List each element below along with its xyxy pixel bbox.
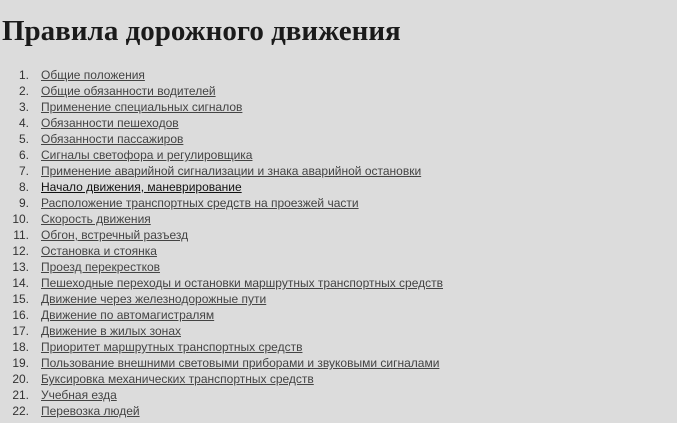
list-item	[0, 275, 444, 291]
list-item	[0, 115, 179, 131]
item-number: 13.	[12, 260, 29, 274]
rule-link-passenger-transport[interactable]: Перевозка людей	[41, 404, 140, 418]
list-item	[0, 339, 303, 355]
rule-link-driver-duties[interactable]: Общие обязанности водителей	[41, 84, 216, 98]
list-item	[0, 67, 145, 83]
item-number: 4.	[18, 116, 29, 130]
rule-link-vehicle-positioning[interactable]: Расположение транспортных средств на проезжей части	[41, 196, 359, 210]
item-number: 2.	[18, 84, 29, 98]
rule-link-intersections[interactable]: Проезд перекрестков	[41, 260, 161, 274]
list-item	[0, 323, 181, 339]
rule-link-passenger-duties[interactable]: Обязанности пассажиров	[41, 132, 184, 146]
item-number: 9.	[18, 196, 29, 210]
rule-link-stopping-parking[interactable]: Остановка и стоянка	[41, 244, 157, 258]
rule-link-route-vehicle-priority[interactable]: Приоритет маршрутных транспортных средств	[41, 340, 303, 354]
item-number: 14.	[12, 276, 29, 290]
item-number: 7.	[18, 164, 29, 178]
item-number: 18.	[12, 340, 29, 354]
list-item	[0, 227, 189, 243]
rule-link-motorways[interactable]: Движение по автомагистралям	[41, 308, 215, 322]
item-number: 5.	[18, 132, 29, 146]
rule-link-pedestrian-duties[interactable]: Обязанности пешеходов	[41, 116, 179, 130]
list-item	[0, 243, 157, 259]
list-item	[0, 259, 161, 275]
rules-list	[0, 67, 444, 419]
list-item	[0, 403, 140, 419]
rule-link-special-signals[interactable]: Применение специальных сигналов	[41, 100, 243, 114]
rule-link-railway-crossings[interactable]: Движение через железнодорожные пути	[41, 292, 267, 306]
item-number: 17.	[12, 324, 29, 338]
list-item	[0, 195, 359, 211]
rule-link-emergency-signaling[interactable]: Применение аварийной сигнализации и знака аварийной остановки	[41, 164, 422, 178]
item-number: 16.	[12, 308, 29, 322]
rule-link-maneuvering[interactable]: Начало движения, маневрирование	[41, 180, 242, 194]
item-number: 11.	[13, 228, 29, 242]
list-item	[0, 291, 267, 307]
rule-link-lights-and-horns[interactable]: Пользование внешними световыми приборами и звуковыми сигналами	[41, 356, 440, 370]
list-item	[0, 131, 184, 147]
list-item	[0, 147, 253, 163]
rule-link-towing[interactable]: Буксировка механических транспортных средств	[41, 372, 314, 386]
rule-link-overtaking[interactable]: Обгон, встречный разъезд	[41, 228, 189, 242]
item-number: 19.	[12, 356, 29, 370]
rule-link-residential-zones[interactable]: Движение в жилых зонах	[41, 324, 181, 338]
item-number: 22.	[12, 404, 29, 418]
item-number: 8.	[18, 180, 29, 194]
item-number: 21.	[12, 388, 29, 402]
item-number: 6.	[18, 148, 29, 162]
item-number: 3.	[18, 100, 29, 114]
list-item	[0, 307, 215, 323]
list-item	[0, 387, 117, 403]
page-title: Правила дорожного движения	[2, 15, 401, 47]
item-number: 15.	[12, 292, 29, 306]
list-item	[0, 355, 440, 371]
list-item	[0, 179, 242, 195]
list-item	[0, 83, 216, 99]
rule-link-speed[interactable]: Скорость движения	[41, 212, 151, 226]
rule-link-traffic-signals[interactable]: Сигналы светофора и регулировщика	[41, 148, 253, 162]
rule-link-general-provisions[interactable]: Общие положения	[41, 68, 145, 82]
item-number: 1.	[18, 68, 29, 82]
item-number: 10.	[12, 212, 29, 226]
item-number: 20.	[12, 372, 29, 386]
list-item	[0, 163, 422, 179]
list-item	[0, 371, 314, 387]
item-number: 12.	[12, 244, 29, 258]
rule-link-pedestrian-crossings[interactable]: Пешеходные переходы и остановки маршрутных транспортных средств	[41, 276, 444, 290]
list-item	[0, 99, 243, 115]
rule-link-training-driving[interactable]: Учебная езда	[41, 388, 117, 402]
list-item	[0, 211, 151, 227]
